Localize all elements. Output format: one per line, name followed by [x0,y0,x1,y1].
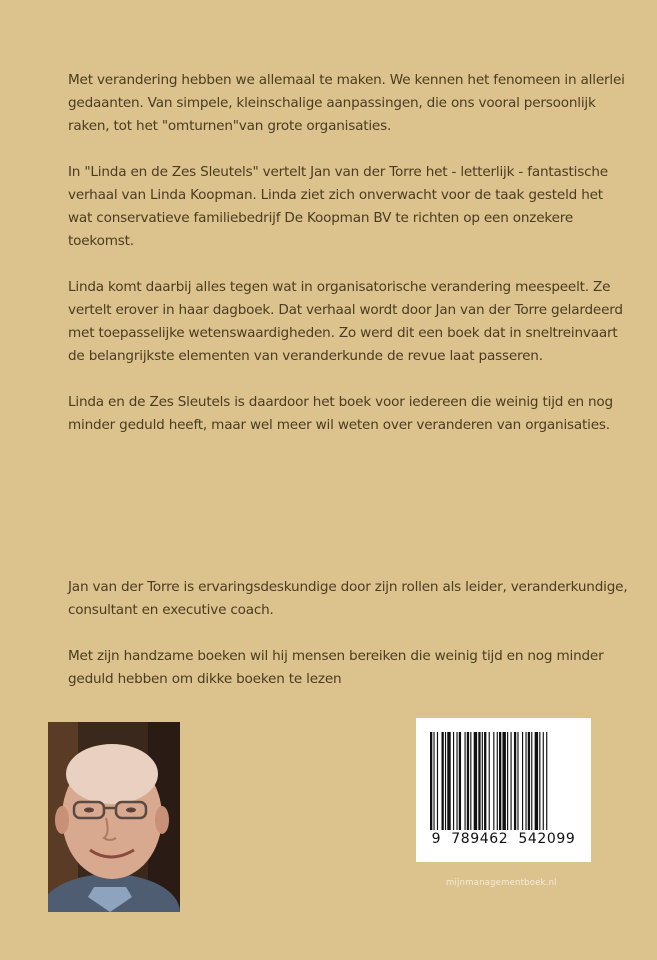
barcode-bar [489,732,490,830]
barcode-bar [497,732,498,830]
barcode-bar [546,732,547,830]
barcode-bar [459,732,461,830]
barcode-bar [511,732,512,830]
blurb-paragraph-1: Met verandering hebben we allemaal te maken. We kennen het fenomeen in allerlei gedaanten. Van simpele, kleinschalige aanpassingen, die ons vooral persoonlijk raken, tot het "omturnen"van grote organisaties. [68,72,625,134]
author-photo [48,722,180,912]
barcode-bar [430,732,432,830]
barcode-number: 9 789462 542099 [431,831,576,847]
barcode-bar [433,732,434,830]
barcode-bar [453,732,454,830]
barcode-bar [437,732,438,830]
blurb-text [68,69,628,460]
barcode-bar [539,732,540,830]
barcode-bar [528,732,530,830]
website-label: mijnmanagementboek.nl [446,878,557,888]
barcode-bar [456,732,457,830]
barcode-bar [535,732,538,830]
barcode-bar [482,732,483,830]
author-bio [68,576,628,714]
barcode-bars [430,732,577,830]
barcode-bar [470,732,471,830]
barcode-bar [442,732,444,830]
barcode-bar [502,732,505,830]
barcode-bar [465,732,466,830]
barcode-bar [522,732,523,830]
barcode-bar [447,732,450,830]
blurb-paragraph-4: Linda en de Zes Sleutels is daardoor het boek voor iedereen die weinig tijd en nog minder geduld heeft, maar wel meer wil weten over veranderen van organisaties. [68,394,613,433]
barcode-bar [499,732,501,830]
author-bio-paragraph-2: Met zijn handzame boeken wil hij mensen bereiken die weinig tijd en nog minder geduld hebben om dikke boeken te lezen [68,648,604,687]
barcode-bar [478,732,480,830]
barcode-bar [543,732,544,830]
barcode-bar [525,732,526,830]
barcode-bar [474,732,477,830]
barcode-bar [507,732,508,830]
barcode-bar [531,732,532,830]
barcode-bar [467,732,469,830]
blurb-paragraph-2: In "Linda en de Zes Sleutels" vertelt Jan van der Torre het - letterlijk - fantastische verhaal van Linda Koopman. Linda ziet zich onverwacht voor de taak gesteld het wat conservatieve familiebedrijf De Koopman BV te richten op een onzekere toekomst. [68,164,608,249]
blurb-paragraph-3: Linda komt daarbij alles tegen wat in organisatorische verandering meespeelt. Ze vertelt erover in haar dagboek. Dat verhaal wordt door Jan van der Torre gelardeerd met toepasselijke wetenswaardigheden. Zo werd dit een boek dat in sneltreinvaart de belangrijkste elementen van veranderkunde de revue laat passeren. [68,279,623,364]
barcode [416,718,591,862]
barcode-bar [493,732,494,830]
barcode-bar [484,732,486,830]
barcode-bar [445,732,446,830]
author-bio-paragraph-1: Jan van der Torre is ervaringsdeskundige door zijn rollen als leider, veranderkundige, consultant en executive coach. [68,579,628,618]
barcode-bar [514,732,516,830]
barcode-bar [517,732,518,830]
